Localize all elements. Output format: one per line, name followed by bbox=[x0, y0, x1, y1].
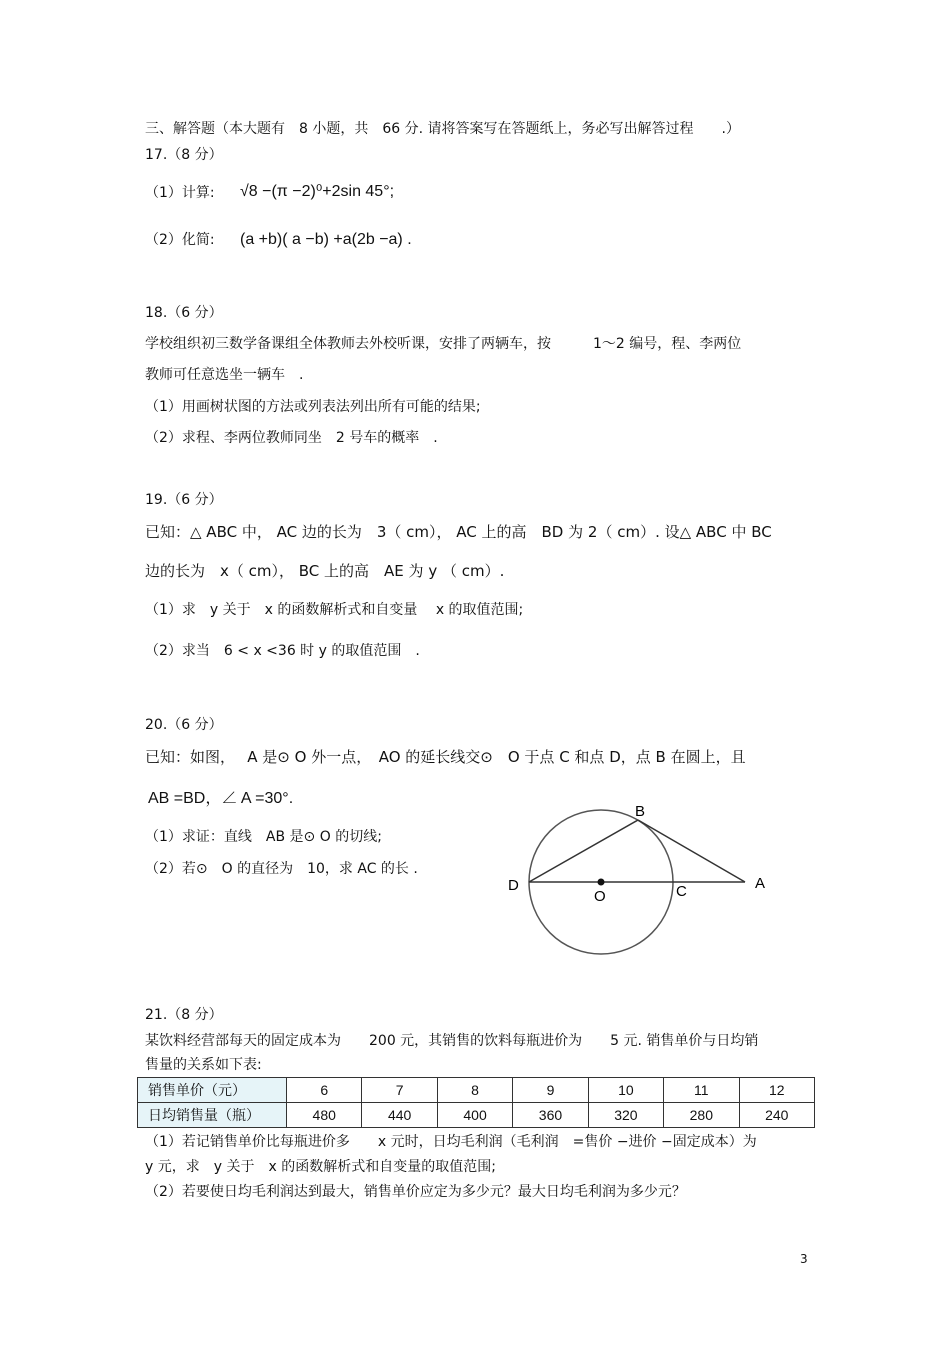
q17-part1-label: （1）计算: bbox=[145, 185, 215, 201]
table-cell: 480 bbox=[287, 1103, 362, 1128]
table-cell: 9 bbox=[513, 1078, 588, 1103]
q18-part2: （2）求程、李两位教师同坐 2 号车的概率 . bbox=[145, 430, 438, 446]
line-ba bbox=[638, 820, 745, 882]
label-b: B bbox=[635, 803, 646, 820]
q19-part1: （1）求 y 关于 x 的函数解析式和自变量 x 的取值范围; bbox=[145, 602, 524, 618]
table-cell: 240 bbox=[739, 1103, 814, 1128]
table-row bbox=[138, 1078, 815, 1103]
price-sales-table bbox=[137, 1077, 815, 1128]
label-o: O bbox=[594, 888, 606, 905]
table-cell: 10 bbox=[588, 1078, 663, 1103]
q18-line1: 学校组织初三数学备课组全体教师去外校听课，安排了两辆车，按 1～2 编号，程、李两位 bbox=[145, 336, 742, 352]
q20-part1: （1）求证：直线 AB 是⊙ O 的切线; bbox=[145, 829, 382, 845]
q21-part2: （2）若要使日均毛利润达到最大，销售单价应定为多少元？最大日均毛利润为多少元？ bbox=[145, 1184, 686, 1200]
q17-title: 17.（8 分） bbox=[145, 147, 223, 163]
q19-title: 19.（6 分） bbox=[145, 492, 223, 508]
label-d: D bbox=[508, 877, 519, 894]
table-row-header: 销售单价（元） bbox=[138, 1078, 287, 1103]
page-number: 3 bbox=[800, 1252, 808, 1266]
line-db bbox=[529, 820, 638, 882]
table-cell: 11 bbox=[664, 1078, 739, 1103]
center-point bbox=[598, 879, 605, 886]
table-cell: 320 bbox=[588, 1103, 663, 1128]
q20-title: 20.（6 分） bbox=[145, 717, 223, 733]
label-a: A bbox=[755, 875, 766, 892]
table-row-header: 日均销售量（瓶） bbox=[138, 1103, 287, 1128]
q21-title: 21.（8 分） bbox=[145, 1007, 223, 1023]
q20-line1: 已知：如图， A 是⊙ O 外一点， AO 的延长线交⊙ O 于点 C 和点 D，点 B 在圆上，且 bbox=[145, 748, 746, 766]
table-row bbox=[138, 1103, 815, 1128]
table-cell: 7 bbox=[362, 1078, 437, 1103]
section-header: 三、解答题（本大题有 8 小题，共 66 分. 请将答案写在答题纸上，务必写出解答过程 .） bbox=[145, 121, 740, 137]
q21-part1-line1: （1）若记销售单价比每瓶进价多 x 元时，日均毛利润（毛利润 =售价 −进价 −固定成本）为 bbox=[145, 1134, 757, 1150]
table-cell: 280 bbox=[664, 1103, 739, 1128]
q21-line1: 某饮料经营部每天的固定成本为 200 元，其销售的饮料每瓶进价为 5 元. 销售单价与日均销 bbox=[145, 1033, 759, 1049]
q19-part2: （2）求当 6 < x <36 时 y 的取值范围 . bbox=[145, 643, 420, 659]
q21-line2: 售量的关系如下表: bbox=[145, 1057, 262, 1073]
q18-part1: （1）用画树状图的方法或列表法列出所有可能的结果; bbox=[145, 399, 481, 415]
table-cell: 360 bbox=[513, 1103, 588, 1128]
q20-part2: （2）若⊙ O 的直径为 10，求 AC 的长 . bbox=[145, 861, 418, 877]
label-c: C bbox=[676, 883, 687, 900]
table-cell: 440 bbox=[362, 1103, 437, 1128]
q17-part2-label: （2）化简: bbox=[145, 232, 215, 248]
q21-part1-line2: y 元，求 y 关于 x 的函数解析式和自变量的取值范围; bbox=[145, 1159, 496, 1175]
table-cell: 12 bbox=[739, 1078, 814, 1103]
table-cell: 6 bbox=[287, 1078, 362, 1103]
q18-line2: 教师可任意选坐一辆车 . bbox=[145, 367, 304, 383]
q19-line2: 边的长为 x（ cm）， BC 上的高 AE 为 y （ cm）. bbox=[145, 562, 505, 580]
q17-part1-formula: √8 −(π −2)⁰+2sin 45°; bbox=[240, 183, 395, 200]
q17-part2-formula: (a +b)( a −b) +a(2b −a) . bbox=[240, 231, 412, 248]
q20-line2: AB =BD，∠ A =30°. bbox=[148, 790, 294, 807]
q18-title: 18.（6 分） bbox=[145, 305, 223, 321]
q19-line1: 已知：△ ABC 中， AC 边的长为 3（ cm）， AC 上的高 BD 为 2（ cm）. 设△ ABC 中 BC bbox=[145, 523, 772, 541]
table-cell: 400 bbox=[437, 1103, 512, 1128]
circle-tangent-figure bbox=[500, 798, 790, 958]
table-cell: 8 bbox=[437, 1078, 512, 1103]
